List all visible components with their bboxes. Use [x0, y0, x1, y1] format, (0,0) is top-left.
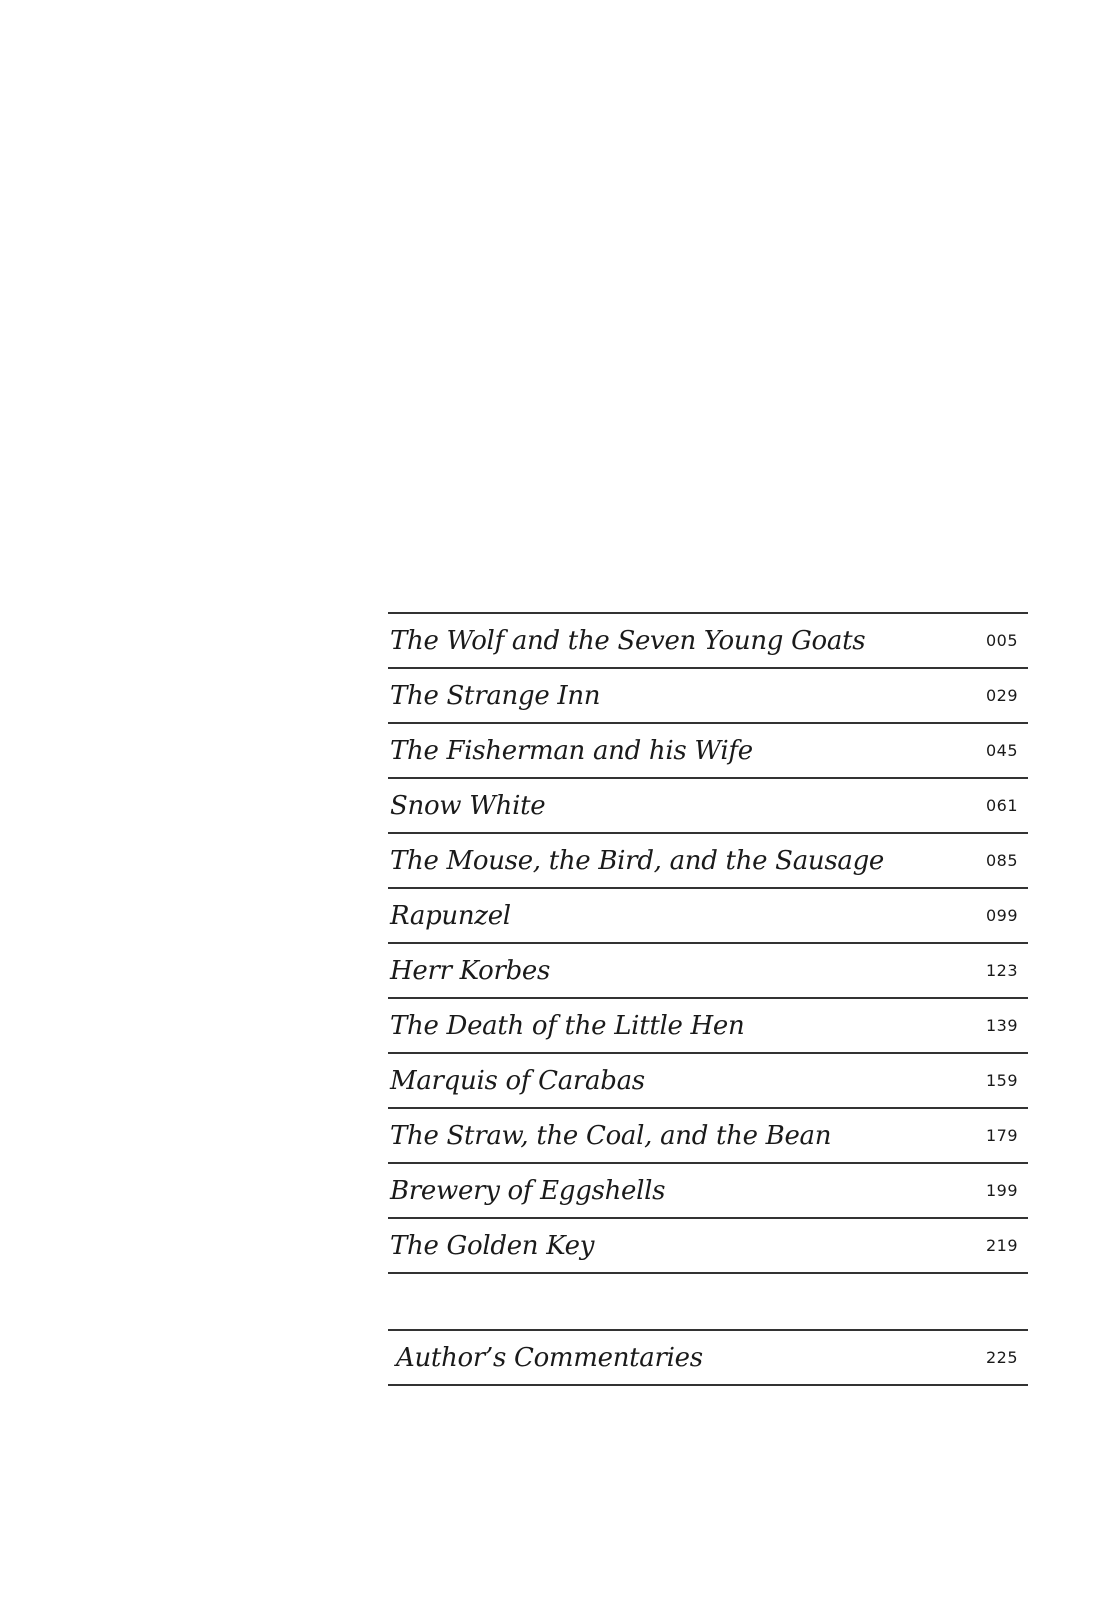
toc-entry-page: 029	[985, 686, 1018, 705]
toc-entry-title: Rapunzel	[390, 900, 511, 931]
toc-entry-title: The Straw, the Coal, and the Bean	[390, 1120, 832, 1151]
toc-entry-title: Author’s Commentaries	[396, 1342, 703, 1373]
toc-entry[interactable]	[388, 944, 1028, 999]
toc-entry-title: Herr Korbes	[390, 955, 551, 986]
toc-entry-page: 123	[985, 961, 1018, 980]
toc-entry-page: 139	[985, 1016, 1018, 1035]
toc-entry[interactable]	[388, 1219, 1028, 1274]
toc-entry-title: Marquis of Carabas	[390, 1065, 645, 1096]
toc-entry-page: 061	[985, 796, 1018, 815]
toc-list	[388, 612, 1028, 1274]
table-of-contents	[388, 612, 1028, 1386]
toc-entry-page: 045	[985, 741, 1018, 760]
toc-entry[interactable]	[388, 779, 1028, 834]
toc-entry-commentaries[interactable]	[388, 1331, 1028, 1386]
toc-entry-page: 225	[985, 1348, 1018, 1367]
toc-entry[interactable]	[388, 614, 1028, 669]
toc-entry[interactable]	[388, 669, 1028, 724]
toc-entry-page: 219	[985, 1236, 1018, 1255]
toc-entry-page: 159	[985, 1071, 1018, 1090]
toc-entry-title: The Strange Inn	[390, 680, 601, 711]
toc-entry[interactable]	[388, 1054, 1028, 1109]
toc-entry-title: Snow White	[390, 790, 546, 821]
toc-entry-page: 199	[985, 1181, 1018, 1200]
toc-entry-page: 179	[985, 1126, 1018, 1145]
toc-entry-page: 085	[985, 851, 1018, 870]
toc-entry-title: The Death of the Little Hen	[390, 1010, 745, 1041]
toc-entry-page: 005	[985, 631, 1018, 650]
toc-entry[interactable]	[388, 889, 1028, 944]
toc-entry[interactable]	[388, 1164, 1028, 1219]
toc-extra-section	[388, 1329, 1028, 1386]
toc-entry-page: 099	[985, 906, 1018, 925]
toc-entry[interactable]	[388, 724, 1028, 779]
toc-entry-title: The Mouse, the Bird, and the Sausage	[390, 845, 885, 876]
toc-entry-title: The Fisherman and his Wife	[390, 735, 753, 766]
toc-entry-title: Brewery of Eggshells	[390, 1175, 666, 1206]
toc-entry-title: The Golden Key	[390, 1230, 595, 1261]
toc-entry-title: The Wolf and the Seven Young Goats	[390, 625, 866, 656]
toc-entry[interactable]	[388, 1109, 1028, 1164]
toc-entry[interactable]	[388, 834, 1028, 889]
toc-entry[interactable]	[388, 999, 1028, 1054]
